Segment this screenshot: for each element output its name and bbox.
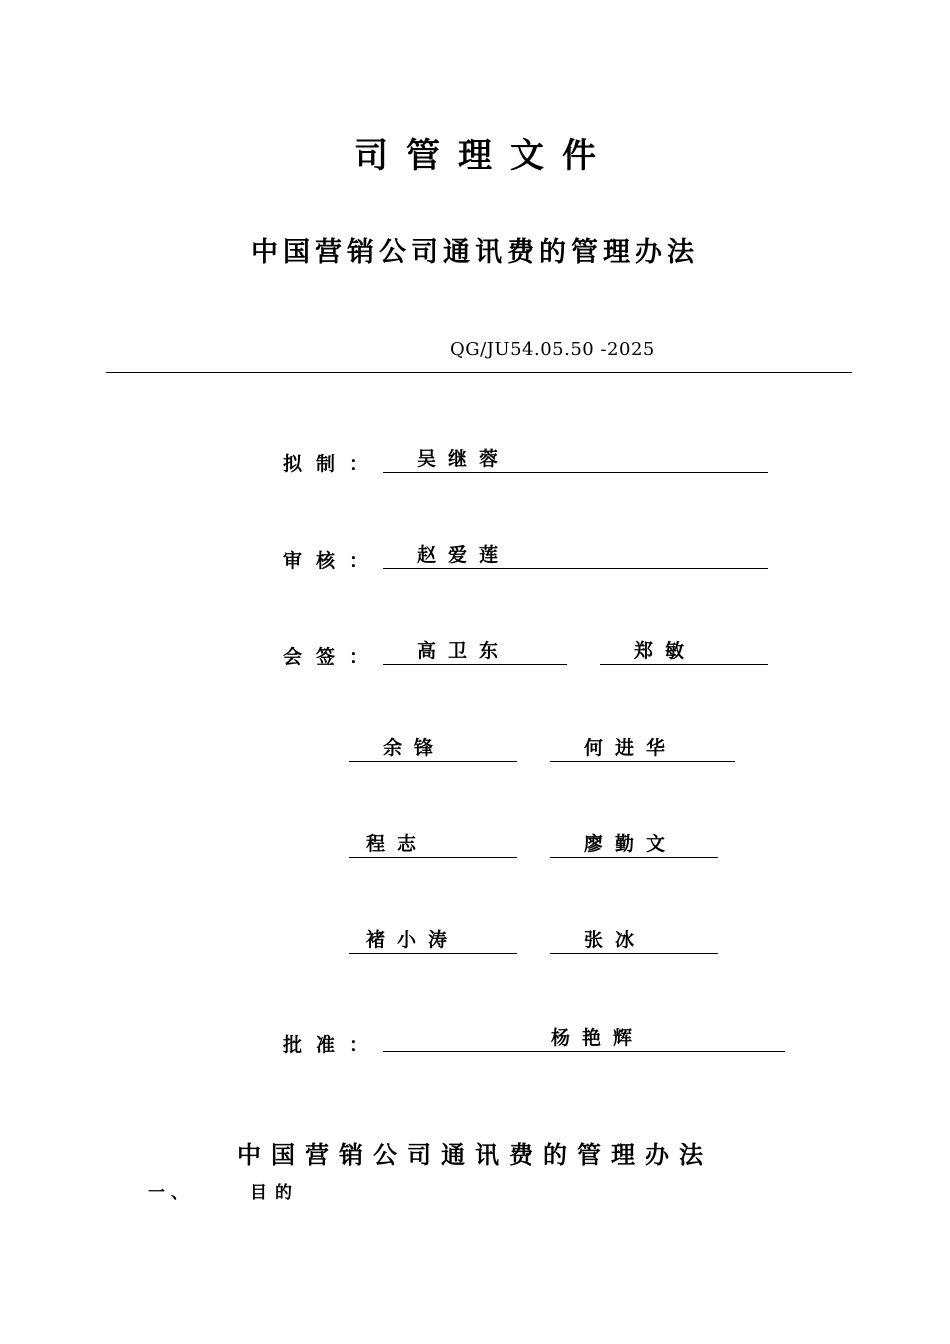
- countersign-line-7: [349, 923, 517, 954]
- reviewed-label: 审核：: [283, 550, 383, 572]
- section-title: 中国营销公司通讯费的管理办法: [237, 1141, 713, 1169]
- header-rule: [106, 372, 852, 373]
- countersign-line-6: [550, 827, 718, 858]
- doc-title: 司管理文件: [354, 136, 614, 176]
- approved-line: [383, 1021, 785, 1052]
- section-number: 一、: [148, 1183, 194, 1203]
- approved-label: 批准：: [283, 1034, 383, 1056]
- countersign-line-2: [600, 634, 768, 665]
- doc-code: QG/JU54.05.50 -2025: [450, 339, 655, 360]
- countersign-name: 张冰: [584, 929, 647, 951]
- countersign-label: 会签：: [283, 646, 383, 668]
- countersign-line-5: [349, 827, 517, 858]
- countersign-name: 余锋: [383, 737, 446, 759]
- drafted-name: 吴继蓉: [417, 448, 511, 470]
- countersign-name: 高卫东: [417, 640, 511, 662]
- countersign-name: 廖勤文: [584, 833, 678, 855]
- countersign-name: 褚小涛: [366, 929, 460, 951]
- countersign-line-3: [349, 731, 517, 762]
- countersign-line-1: [383, 634, 567, 665]
- countersign-line-8: [550, 923, 718, 954]
- reviewed-name: 赵爱莲: [417, 544, 511, 566]
- drafted-label: 拟制：: [283, 453, 383, 475]
- reviewed-line: [383, 538, 768, 569]
- drafted-line: [383, 442, 768, 473]
- countersign-line-4: [550, 731, 735, 762]
- countersign-name: 何进华: [584, 737, 678, 759]
- approved-name: 杨艳辉: [551, 1027, 645, 1049]
- countersign-name: 程志: [366, 833, 429, 855]
- countersign-name: 郑敏: [634, 640, 697, 662]
- doc-subtitle: 中国营销公司通讯费的管理办法: [251, 237, 699, 268]
- section-heading: 目的: [250, 1183, 300, 1203]
